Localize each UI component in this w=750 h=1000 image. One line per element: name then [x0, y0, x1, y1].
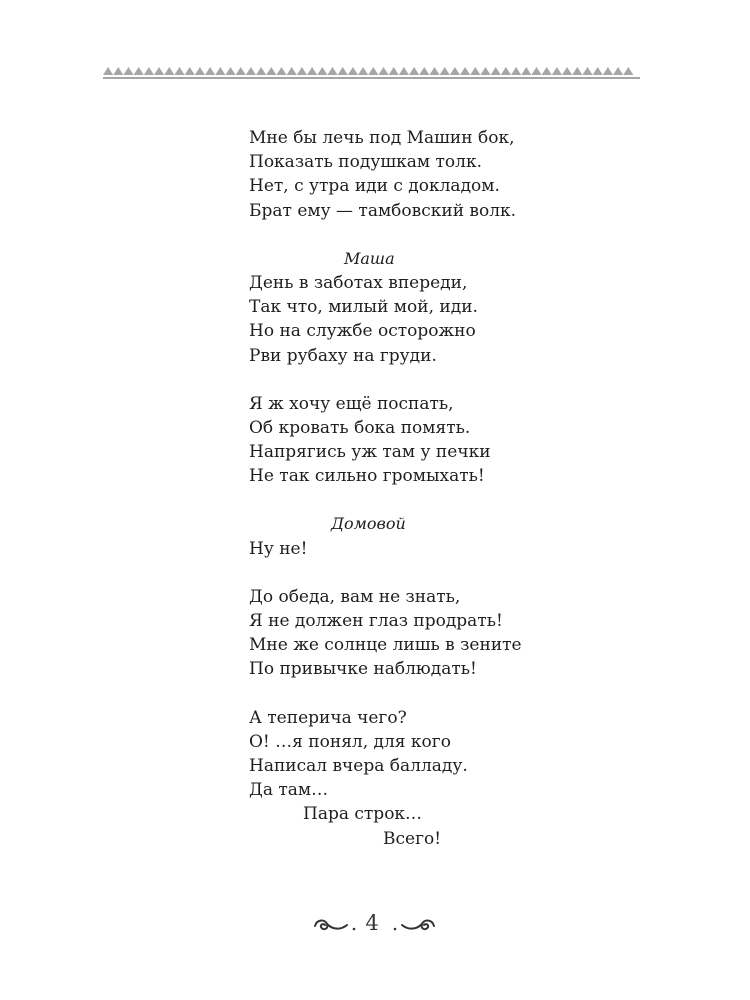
poem-line: Мне бы лечь под Машин бок,	[249, 128, 515, 148]
ornament-triangle	[419, 67, 429, 75]
speaker-name: Домовой	[331, 514, 406, 534]
ornament-triangle	[531, 67, 541, 75]
ornament-triangle	[480, 67, 490, 75]
ornament-triangle	[623, 67, 633, 75]
poem-line: До обеда, вам не знать,	[249, 586, 461, 607]
poem-text	[249, 126, 649, 851]
ornament-triangle	[440, 67, 450, 75]
ornament-triangle	[572, 67, 582, 75]
ornament-triangle	[134, 67, 144, 75]
stanza	[249, 537, 649, 561]
poem-line: Не так сильно громыхать!	[249, 466, 485, 487]
speaker-name: Маша	[344, 248, 395, 268]
page-footer	[0, 908, 750, 938]
poem-line: Я не должен глаз продрать!	[249, 611, 503, 631]
ornament-triangle	[399, 67, 409, 75]
ornament-triangle	[103, 67, 113, 75]
ornament-triangle	[164, 67, 174, 75]
poem-line: Брат ему — тамбовский волк.	[249, 200, 517, 221]
poem-line: Но на службе осторожно	[249, 321, 476, 342]
poem-line: О! …я понял, для кого	[249, 731, 451, 752]
ornament-triangle	[287, 67, 297, 75]
ornament-triangle	[603, 67, 613, 75]
ornament-triangle	[225, 67, 235, 75]
ornament-triangle	[409, 67, 419, 75]
page-number: 4	[365, 911, 379, 935]
stanza	[249, 585, 649, 682]
ornament-triangle	[552, 67, 562, 75]
ornament-triangle	[154, 67, 164, 75]
ornament-triangle	[205, 67, 215, 75]
ornament-triangle	[511, 67, 521, 75]
ornament-triangle	[348, 67, 358, 75]
ornament-triangle	[491, 67, 501, 75]
stanza-gap	[249, 682, 649, 706]
ornament-triangle	[123, 67, 133, 75]
ornament-triangle	[542, 67, 552, 75]
right-swirl-icon	[392, 916, 436, 934]
poem-line: Написал вчера балладу.	[249, 755, 468, 776]
ornament-triangle	[358, 67, 368, 75]
poem-line: Мне же солнце лишь в зените	[249, 635, 522, 656]
stanza	[249, 392, 649, 489]
ornament-triangle	[501, 67, 511, 75]
ornament-triangle	[174, 67, 184, 75]
left-swirl-icon	[313, 916, 357, 934]
ornament-triangle	[185, 67, 195, 75]
ornament-triangle	[113, 67, 123, 75]
ornament-triangle	[276, 67, 286, 75]
ornament-triangle	[593, 67, 603, 75]
ornament-triangle	[368, 67, 378, 75]
poem-line: Да там…	[249, 780, 329, 801]
poem-line: По привычке наблюдать!	[249, 659, 477, 680]
ornament-triangle	[470, 67, 480, 75]
ornament-triangle	[338, 67, 348, 75]
poem-line: Ну не!	[249, 538, 308, 559]
stanza-gap	[249, 488, 649, 512]
stanza	[249, 126, 649, 223]
stanza-gap	[249, 561, 649, 585]
ornament-triangle	[521, 67, 531, 75]
ornament-triangle	[215, 67, 225, 75]
poem-line: Так что, милый мой, иди.	[249, 297, 478, 318]
stanza	[249, 706, 649, 851]
ornament-triangle	[236, 67, 246, 75]
ornament-triangle	[297, 67, 307, 75]
poem-line: Я ж хочу ещё поспать,	[249, 393, 454, 414]
poem-line: Нет, с утра иди с докладом.	[249, 176, 500, 197]
ornament-triangle	[317, 67, 327, 75]
poem-line: Рви рубаху на груди.	[249, 345, 437, 366]
poem-line: Показать подушкам толк.	[249, 152, 482, 173]
poem-line: Об кровать бока помять.	[249, 417, 471, 438]
ornament-triangle	[429, 67, 439, 75]
ornament-triangle	[613, 67, 623, 75]
ornament-triangle	[450, 67, 460, 75]
poem-line: Пара строк…	[303, 804, 423, 825]
header-ornament	[103, 63, 640, 83]
stanza-gap	[249, 368, 649, 392]
ornament-triangle	[389, 67, 399, 75]
poem-line: День в заботах впереди,	[249, 272, 468, 293]
ornament-triangle	[256, 67, 266, 75]
poem-line: Напрягись уж там у печки	[249, 442, 491, 463]
poem-line: Всего!	[383, 828, 442, 849]
ornament-triangle	[195, 67, 205, 75]
ornament-triangle	[562, 67, 572, 75]
ornament-triangle	[378, 67, 388, 75]
ornament-triangle	[327, 67, 337, 75]
ornament-triangle	[144, 67, 154, 75]
ornament-triangle	[582, 67, 592, 75]
ornament-triangle	[266, 67, 276, 75]
ornament-triangle	[460, 67, 470, 75]
poem-line: А теперича чего?	[249, 707, 407, 728]
ornament-triangle	[246, 67, 256, 75]
stanza	[249, 271, 649, 368]
ornament-triangle	[307, 67, 317, 75]
stanza-gap	[249, 223, 649, 247]
